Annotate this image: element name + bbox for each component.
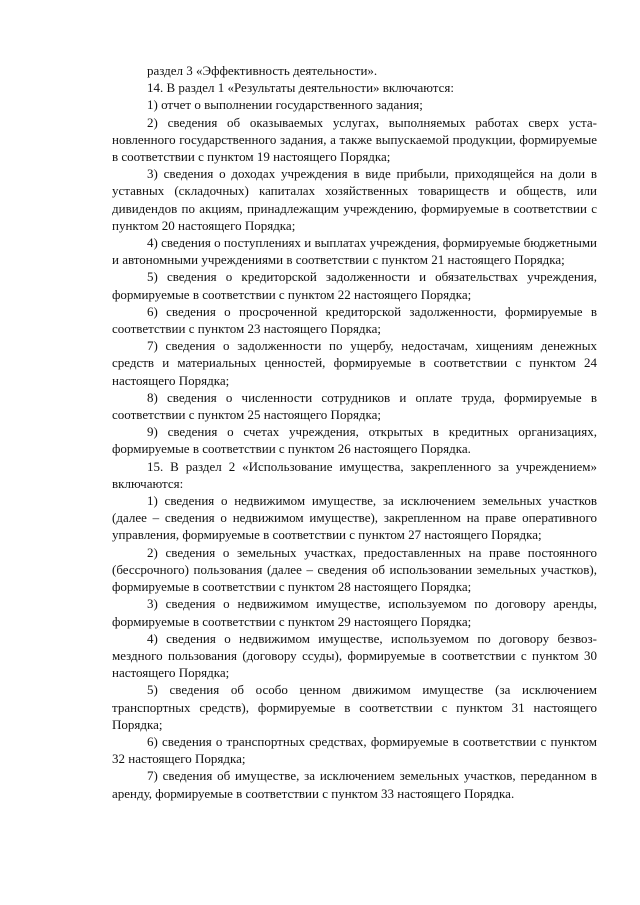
- paragraph-section-3: раздел 3 «Эффективность деятельности».: [147, 63, 378, 78]
- paragraph-14-1: 1) отчет о выполнении государственного задания;: [147, 97, 423, 113]
- paragraph-14-4: 4) сведения о поступлениях и выплатах учреждения, формируемые бюджетными и автономными учреждениями в соответствии с пунктом 21 настоящего Порядка;: [112, 235, 597, 268]
- paragraph-item-14: 14. В раздел 1 «Результаты деятельности» включаются:: [147, 80, 454, 96]
- document-page: [112, 62, 597, 802]
- paragraph-item-15: 15. В раздел 2 «Использование имущества, закрепленного за учреждением» включаются:: [112, 458, 597, 491]
- paragraph-14-6: 6) сведения о просроченной кредиторской задолженности, формируемые в соответствии с пунктом 23 настоящего Порядка;: [112, 303, 597, 337]
- paragraph-15-5: 5) сведения об особо ценном движимом имуществе (за исключением транспортных средств), формируемые в соответствии с пунктом 31 настоящего Порядка;: [112, 682, 597, 732]
- paragraph-14-9: 9) сведения о счетах учреждения, открытых в кредитных организациях, формируемые в соответствии с пунктом 26 настоящего Порядка.: [112, 424, 597, 457]
- paragraph-14-5: 5) сведения о кредиторской задолженности и обязательствах учреждения, формируемые в соответствии с пунктом 22 настоящего Порядка;: [112, 269, 597, 302]
- paragraph-15-6: 6) сведения о транспортных средствах, формируемые в соответствии с пунктом 32 настоящего Порядка;: [112, 733, 597, 767]
- paragraph-14-7: 7) сведения о задолженности по ущербу, недостачам, хищениям денежных средств и материальных ценностей, формируемые в соответствии с пунктом 24 настоящего Порядка;: [112, 338, 597, 388]
- paragraph-15-1: 1) сведения о недвижимом имуществе, за исключением земельных участков (далее – сведения о недвижимом имуществе), закрепленном на праве оперативного управления, формируемые в соответствии с пунктом 27 настоящего Порядка;: [112, 493, 597, 543]
- paragraph-15-3: 3) сведения о недвижимом имуществе, используемом по договору аренды, формируемые в соответствии с пунктом 29 настоящего Порядка;: [112, 596, 597, 629]
- paragraph-15-4: 4) сведения о недвижимом имуществе, используемом по договору безвозмездного пользования (договору ссуды), формируемые в соответствии с пунктом 30 настоящего Порядка;: [112, 630, 597, 681]
- paragraph-15-2: 2) сведения о земельных участках, предоставленных на праве постоянного (бессрочного) пользования (далее – сведения об использовании земельных участков), формируемые в соответствии с пунктом 28 настоящего Порядка;: [112, 544, 597, 595]
- paragraph-15-7: 7) сведения об имуществе, за исключением земельных участков, переданном в аренду, формируемые в соответствии с пунктом 33 настоящего Порядка.: [112, 768, 597, 801]
- paragraph-14-3: 3) сведения о доходах учреждения в виде прибыли, приходящейся на доли в уставных (складочных) капиталах хозяйственных товариществ и обществ, или дивидендов по акциям, принадлежащим учреждению, формируемые в соответствии с пунктом 20 настоящего Порядка;: [112, 166, 597, 233]
- paragraph-14-8: 8) сведения о численности сотрудников и оплате труда, формируемые в соответствии с пунктом 25 настоящего Порядка;: [112, 389, 597, 423]
- paragraph-14-2: 2) сведения об оказываемых услугах, выполняемых работах сверх установленного государственного задания, а также выпускаемой продукции, формируемые в соответствии с пунктом 19 настоящего Порядка;: [112, 114, 597, 165]
